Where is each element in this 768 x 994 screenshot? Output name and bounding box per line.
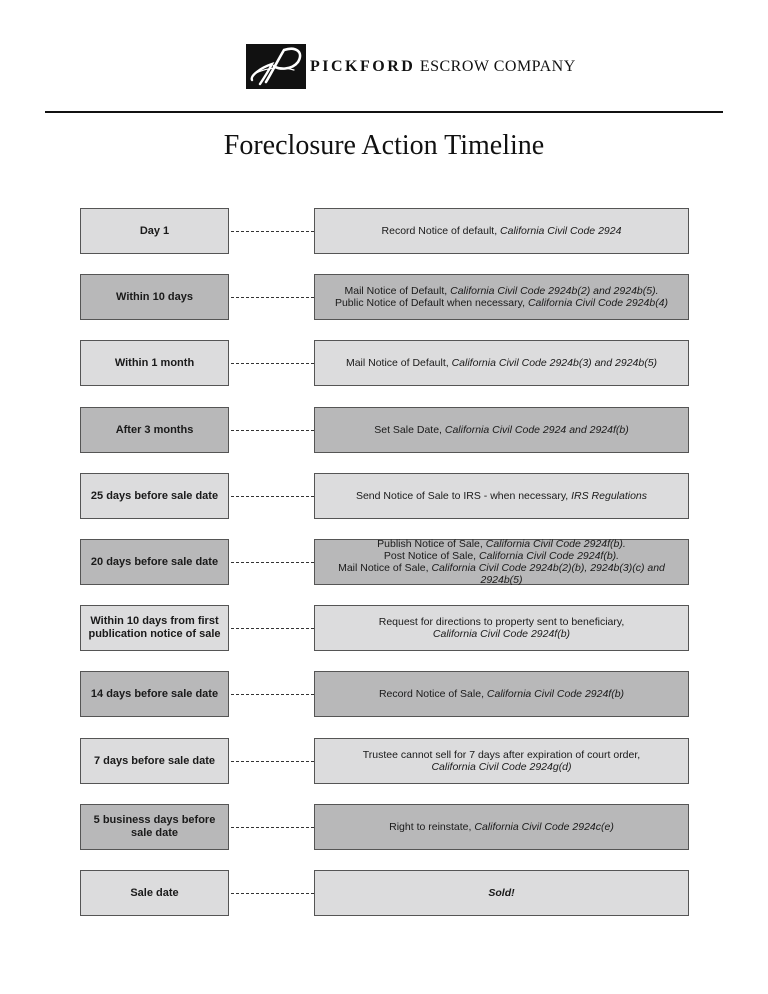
dashed-connector [231, 562, 314, 563]
timeline-action [314, 274, 689, 320]
action-text: Record Notice of default, [381, 225, 501, 237]
action-line [382, 225, 622, 237]
timeline-when: Sale date [80, 870, 229, 916]
dashed-connector [231, 893, 314, 894]
legal-citation: California Civil Code 2924b(3) and 2924b(5) [451, 357, 658, 369]
company-name-rest: ESCROW COMPANY [419, 58, 576, 75]
action-line [335, 285, 668, 297]
legal-citation: California Civil Code 2924b(4) [527, 297, 669, 309]
legal-citation: California Civil Code 2924 [500, 225, 622, 237]
action-line [356, 490, 647, 502]
legal-citation: California Civil Code 2924b(2) and 2924b(5). [450, 285, 659, 297]
script-p-monogram-icon [246, 44, 306, 89]
header-divider [45, 111, 723, 113]
action-text: Right to reinstate, [389, 821, 475, 833]
legal-citation: California Civil Code 2924 and 2924f(b) [444, 424, 629, 436]
timeline-action [314, 539, 689, 585]
legal-citation: California Civil Code 2924f(b) [432, 628, 571, 640]
timeline-when: Within 10 days [80, 274, 229, 320]
timeline-action [314, 340, 689, 386]
dashed-connector [231, 827, 314, 828]
action-text: Public Notice of Default when necessary, [334, 297, 528, 309]
action-line [379, 688, 624, 700]
action-line [321, 562, 682, 586]
timeline-row [80, 671, 689, 719]
page-title: Foreclosure Action Timeline [223, 130, 545, 161]
timeline-action [314, 804, 689, 850]
legal-citation: California Civil Code 2924f(b). [485, 538, 626, 550]
action-line [346, 357, 657, 369]
timeline-row [80, 407, 689, 455]
timeline-row [80, 870, 689, 918]
company-name-bold: PICKFORD [310, 58, 416, 75]
timeline-when: Within 10 days from first publication notice of sale [80, 605, 229, 651]
dashed-connector [231, 430, 314, 431]
timeline-row [80, 605, 689, 653]
page-header [0, 0, 768, 114]
legal-citation: IRS Regulations [571, 490, 648, 502]
timeline-action [314, 671, 689, 717]
action-line [379, 628, 625, 640]
action-line [488, 887, 514, 899]
action-text: Mail Notice of Default, [344, 285, 451, 297]
timeline-when: 5 business days before sale date [80, 804, 229, 850]
action-line [379, 616, 625, 628]
action-text: Request for directions to property sent to beneficiary, [378, 616, 625, 628]
legal-citation: California Civil Code 2924b(2)(b), 2924b(3)(c) and 2924b(5) [431, 562, 665, 586]
action-text: Post Notice of Sale, [383, 550, 480, 562]
legal-citation: California Civil Code 2924c(e) [474, 821, 614, 833]
timeline-when: 14 days before sale date [80, 671, 229, 717]
action-text: Mail Notice of Default, [345, 357, 452, 369]
action-line [389, 821, 614, 833]
action-line [321, 550, 682, 562]
timeline-action [314, 473, 689, 519]
timeline-when: Day 1 [80, 208, 229, 254]
timeline-action [314, 605, 689, 651]
dashed-connector [231, 297, 314, 298]
action-line [363, 749, 640, 761]
dashed-connector [231, 496, 314, 497]
timeline-row [80, 473, 689, 521]
timeline-when: 7 days before sale date [80, 738, 229, 784]
timeline-action [314, 407, 689, 453]
action-text: Set Sale Date, [374, 424, 445, 436]
legal-citation: California Civil Code 2924g(d) [431, 761, 572, 773]
timeline-action [314, 208, 689, 254]
dashed-connector [231, 761, 314, 762]
timeline-row [80, 539, 689, 587]
action-text: Mail Notice of Sale, [338, 562, 432, 574]
dashed-connector [231, 628, 314, 629]
timeline-when: After 3 months [80, 407, 229, 453]
timeline-row [80, 804, 689, 852]
action-line [321, 538, 682, 550]
timeline-row [80, 208, 689, 256]
dashed-connector [231, 231, 314, 232]
timeline-row [80, 340, 689, 388]
action-line [335, 297, 668, 309]
action-text: Publish Notice of Sale, [377, 538, 486, 550]
legal-citation: California Civil Code 2924f(b) [486, 688, 625, 700]
legal-citation: California Civil Code 2924f(b). [479, 550, 620, 562]
timeline-when: 20 days before sale date [80, 539, 229, 585]
action-line [374, 424, 628, 436]
dashed-connector [231, 694, 314, 695]
timeline-action [314, 870, 689, 916]
legal-citation: Sold! [488, 887, 515, 899]
action-line [363, 761, 640, 773]
action-text: Trustee cannot sell for 7 days after expiration of court order, [362, 749, 641, 761]
company-name [310, 58, 576, 76]
timeline-action [314, 738, 689, 784]
timeline-row [80, 738, 689, 786]
timeline-when: 25 days before sale date [80, 473, 229, 519]
dashed-connector [231, 363, 314, 364]
action-text: Send Notice of Sale to IRS - when necessary, [355, 490, 572, 502]
action-text: Record Notice of Sale, [378, 688, 487, 700]
timeline-when: Within 1 month [80, 340, 229, 386]
timeline-row [80, 274, 689, 322]
